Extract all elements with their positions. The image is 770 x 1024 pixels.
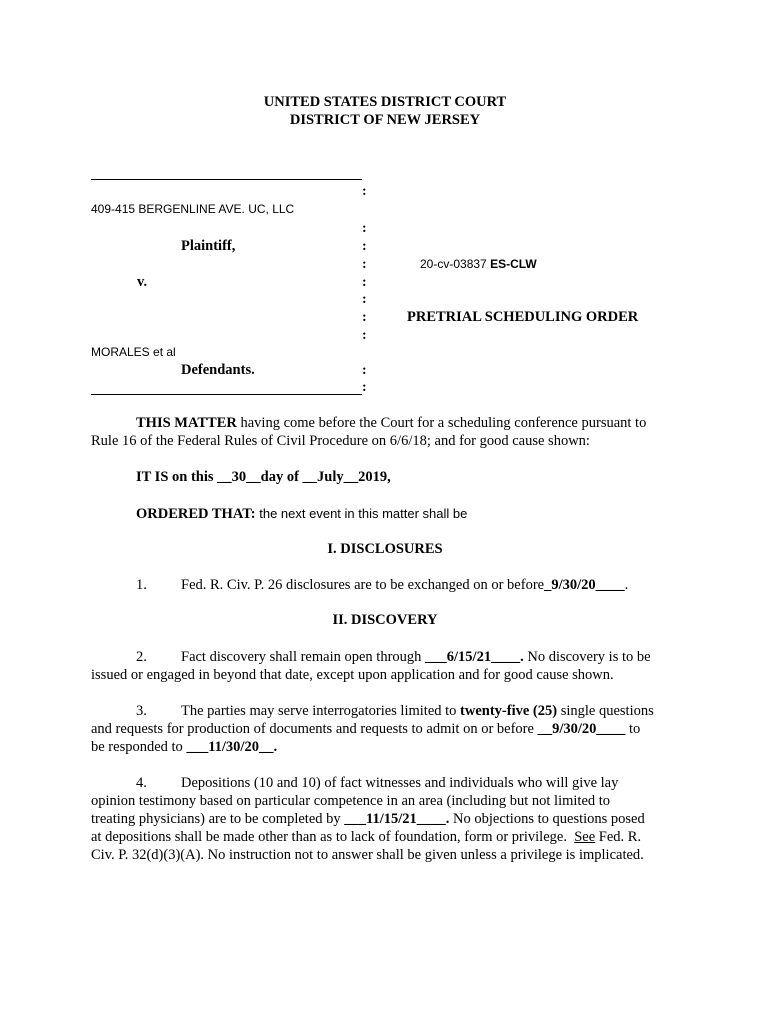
item-3-to: to bbox=[625, 721, 641, 737]
ordered-that-line bbox=[136, 505, 467, 523]
item-3-body: The parties may serve interrogatories limited to bbox=[181, 703, 461, 719]
defendant-label: Defendants. bbox=[181, 362, 255, 378]
item-1-text bbox=[181, 577, 628, 594]
item-2-rest: No discovery is to be bbox=[523, 649, 651, 665]
item-4-line4b: Fed. R. bbox=[595, 829, 642, 845]
order-title: PRETRIAL SCHEDULING ORDER bbox=[407, 309, 639, 325]
defendant-name: MORALES et al bbox=[91, 345, 176, 359]
item-4-paragraph bbox=[91, 774, 681, 864]
caption-colon: : bbox=[362, 257, 367, 272]
disclosures-heading: I. DISCLOSURES bbox=[327, 541, 443, 557]
item-2-line2: issued or engaged in beyond that date, except upon application and for good cause shown. bbox=[91, 667, 614, 683]
item-4-number: 4. bbox=[136, 775, 147, 791]
item-3-line3: be responded to bbox=[91, 739, 187, 755]
item-4-line3b: No objections to questions posed bbox=[449, 811, 645, 827]
caption-colon: : bbox=[362, 275, 367, 290]
plaintiff-name: 409-415 BERGENLINE AVE. UC, LLC bbox=[91, 202, 295, 216]
item-4-line2: opinion testimony based on particular competence in an area (including but not limited to bbox=[91, 793, 611, 809]
judge-initials: ES-CLW bbox=[490, 257, 537, 271]
discovery-heading: II. DISCOVERY bbox=[332, 612, 438, 628]
item-1-number: 1. bbox=[136, 577, 147, 593]
case-number bbox=[420, 257, 537, 271]
item-1-date: _9/30/20____ bbox=[544, 577, 625, 593]
court-name: UNITED STATES DISTRICT COURT bbox=[263, 94, 507, 110]
this-matter-label: THIS MATTER bbox=[136, 415, 237, 431]
item-3-limit: twenty-five (25) bbox=[460, 703, 558, 719]
item-3-date1: __9/30/20____ bbox=[537, 721, 626, 737]
intro-text-line1: having come before the Court for a scheduling conference pursuant to bbox=[236, 415, 647, 431]
ordered-that-text: the next event in this matter shall be bbox=[255, 506, 468, 521]
item-1-body: Fed. R. Civ. P. 26 disclosures are to be exchanged on or before bbox=[181, 577, 545, 593]
it-is-line: IT IS on this __30__day of __July__2019, bbox=[136, 469, 391, 485]
caption-colon: : bbox=[362, 363, 367, 378]
item-3-line2: and requests for production of documents and requests to admit on or before bbox=[91, 721, 538, 737]
item-3-date2: ___11/30/20__. bbox=[186, 739, 278, 755]
ordered-that-label: ORDERED THAT: bbox=[136, 506, 256, 522]
caption-top-rule bbox=[91, 179, 362, 180]
intro-paragraph bbox=[91, 414, 681, 450]
versus-label: v. bbox=[137, 274, 148, 290]
district-name: DISTRICT OF NEW JERSEY bbox=[289, 112, 481, 128]
caption-colon: : bbox=[362, 221, 367, 236]
case-number-text: 20-cv-03837 bbox=[420, 257, 487, 271]
caption-colon: : bbox=[362, 184, 367, 199]
item-3-rest: single questions bbox=[557, 703, 654, 719]
item-2-paragraph bbox=[91, 648, 681, 684]
item-4-see: See bbox=[574, 829, 596, 845]
item-4-line3a: treating physicians) are to be completed by bbox=[91, 811, 345, 827]
plaintiff-label: Plaintiff, bbox=[181, 238, 236, 254]
item-4-body: Depositions (10 and 10) of fact witnesses and individuals who will give lay bbox=[181, 775, 619, 791]
item-3-paragraph bbox=[91, 702, 681, 756]
caption-colon: : bbox=[362, 310, 367, 325]
caption-colon: : bbox=[362, 380, 367, 395]
item-2-body: Fact discovery shall remain open through bbox=[181, 649, 426, 665]
caption-colon: : bbox=[362, 239, 367, 254]
intro-text-line2: Rule 16 of the Federal Rules of Civil Procedure on 6/6/18; and for good cause shown: bbox=[91, 433, 590, 449]
caption-colon: : bbox=[362, 328, 367, 343]
item-2-number: 2. bbox=[136, 649, 147, 665]
caption-bottom-rule bbox=[91, 394, 362, 395]
item-4-line5: Civ. P. 32(d)(3)(A). No instruction not to answer shall be given unless a privilege is implicated. bbox=[91, 847, 644, 863]
item-2-date: ___6/15/21____. bbox=[425, 649, 524, 665]
item-3-number: 3. bbox=[136, 703, 147, 719]
item-4-line4a: at depositions shall be made other than as to lack of foundation, form or privilege. bbox=[91, 829, 575, 845]
caption-colon: : bbox=[362, 292, 367, 307]
item-4-date: ___11/15/21____. bbox=[344, 811, 450, 827]
item-1-end: . bbox=[624, 577, 629, 593]
